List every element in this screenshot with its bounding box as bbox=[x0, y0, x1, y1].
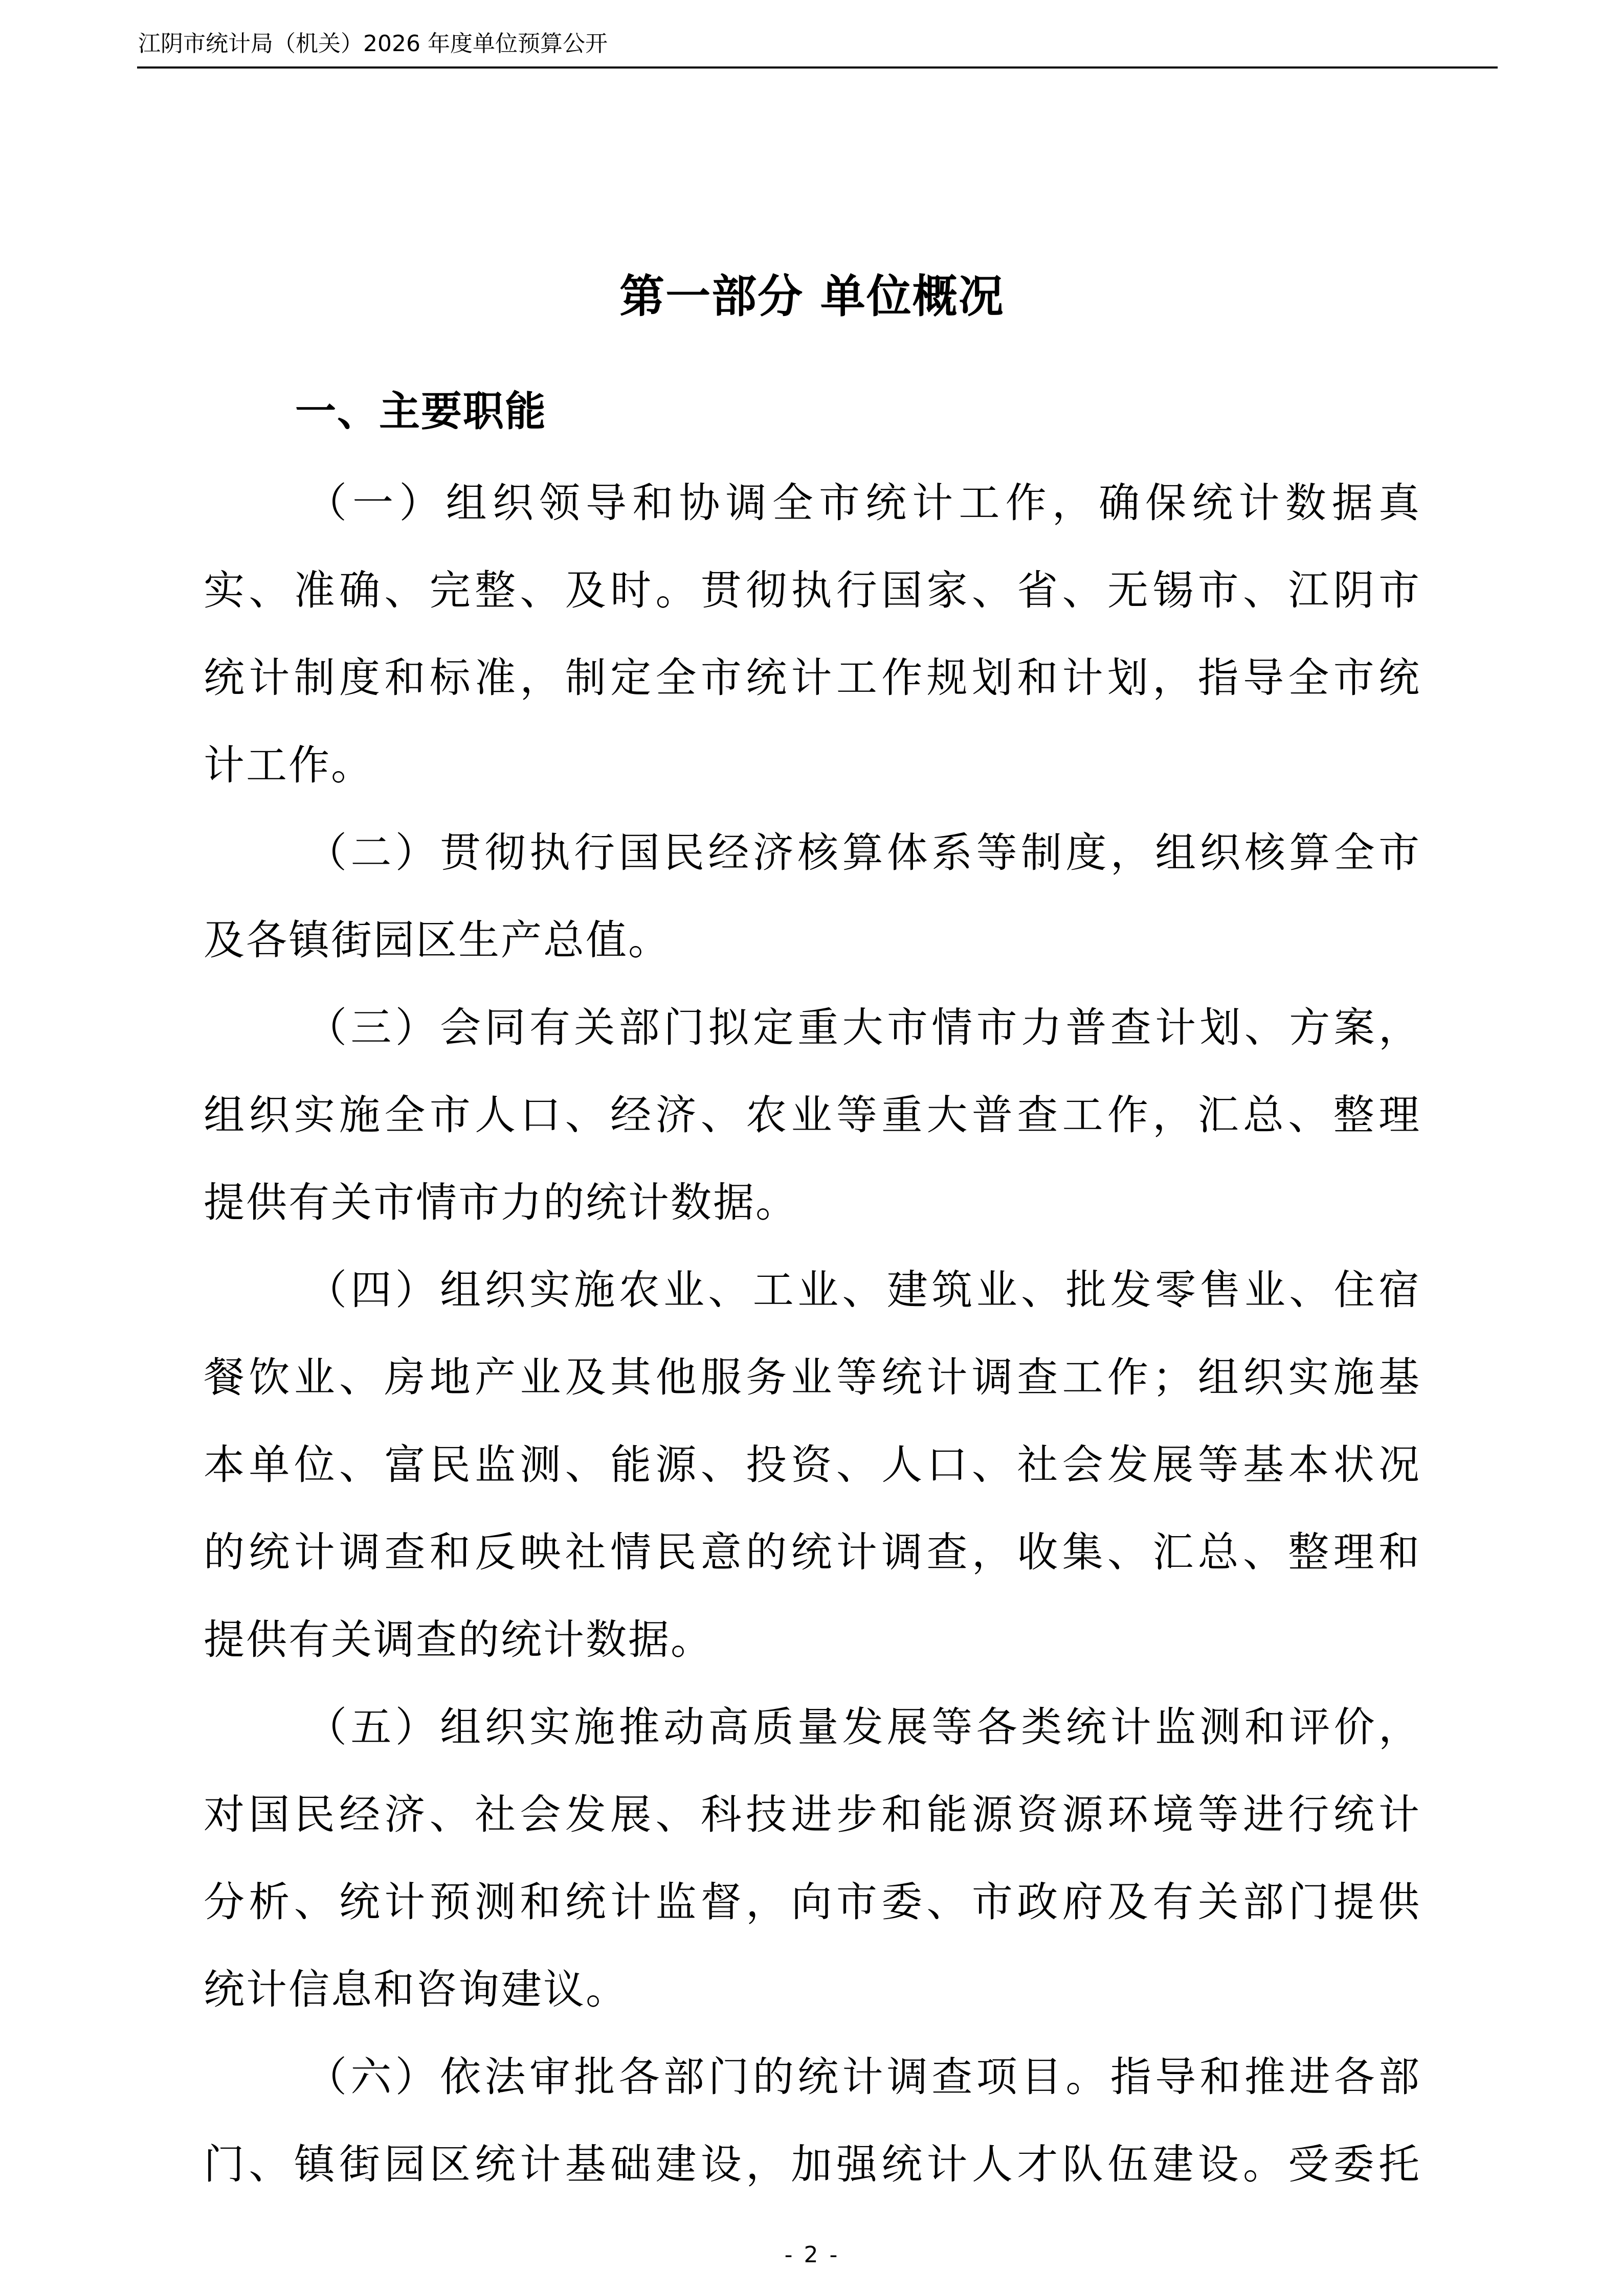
text-line: 餐饮业、房地产业及其他服务业等统计调查工作；组织实施基 bbox=[204, 1354, 1421, 1401]
text-line: 本单位、富民监测、能源、投资、人口、社会发展等基本状况 bbox=[204, 1441, 1421, 1489]
text-line: （四）组织实施农业、工业、建筑业、批发零售业、住宿 bbox=[306, 1266, 1421, 1314]
text-line: （三）会同有关部门拟定重大市情市力普查计划、方案， bbox=[306, 1004, 1421, 1051]
paragraph-6 bbox=[204, 2033, 1421, 2208]
paragraph-3 bbox=[204, 984, 1421, 1246]
text-line: 的统计调查和反映社情民意的统计调查，收集、汇总、整理和 bbox=[204, 1528, 1421, 1576]
text-line: （五）组织实施推动高质量发展等各类统计监测和评价， bbox=[306, 1703, 1421, 1751]
page-number: - 2 - bbox=[784, 2242, 840, 2268]
text-line: 提供有关调查的统计数据。 bbox=[204, 1616, 713, 1663]
text-line: 计工作。 bbox=[204, 741, 373, 789]
header-text: 江阴市统计局（机关）2026 年度单位预算公开 bbox=[138, 31, 608, 57]
paragraph-4 bbox=[204, 1246, 1421, 1683]
text-line: 组织实施全市人口、经济、农业等重大普查工作，汇总、整理 bbox=[204, 1091, 1421, 1139]
subsection-heading: 一、主要职能 bbox=[295, 388, 547, 435]
paragraph-1 bbox=[204, 459, 1421, 809]
text-line: （六）依法审批各部门的统计调查项目。指导和推进各部 bbox=[306, 2053, 1421, 2101]
text-line: 对国民经济、社会发展、科技进步和能源资源环境等进行统计 bbox=[204, 1791, 1421, 1838]
text-line: 门、镇街园区统计基础建设，加强统计人才队伍建设。受委托 bbox=[204, 2141, 1421, 2188]
text-line: 及各镇街园区生产总值。 bbox=[204, 916, 671, 964]
text-line: （一）组织领导和协调全市统计工作，确保统计数据真 bbox=[306, 479, 1421, 527]
text-line: （二）贯彻执行国民经济核算体系等制度，组织核算全市 bbox=[306, 829, 1421, 876]
text-line: 分析、统计预测和统计监督，向市委、市政府及有关部门提供 bbox=[204, 1878, 1421, 1926]
section-title: 第一部分 单位概况 bbox=[619, 270, 1005, 323]
paragraph-5 bbox=[204, 1683, 1421, 2033]
page-header bbox=[137, 26, 1498, 69]
text-line: 统计制度和标准，制定全市统计工作规划和计划，指导全市统 bbox=[204, 654, 1421, 702]
text-line: 统计信息和咨询建议。 bbox=[204, 1966, 628, 2013]
paragraph-2 bbox=[204, 809, 1421, 984]
text-line: 实、准确、完整、及时。贯彻执行国家、省、无锡市、江阴市 bbox=[204, 567, 1421, 614]
body-text bbox=[204, 459, 1421, 2208]
text-line: 提供有关市情市力的统计数据。 bbox=[204, 1179, 798, 1226]
